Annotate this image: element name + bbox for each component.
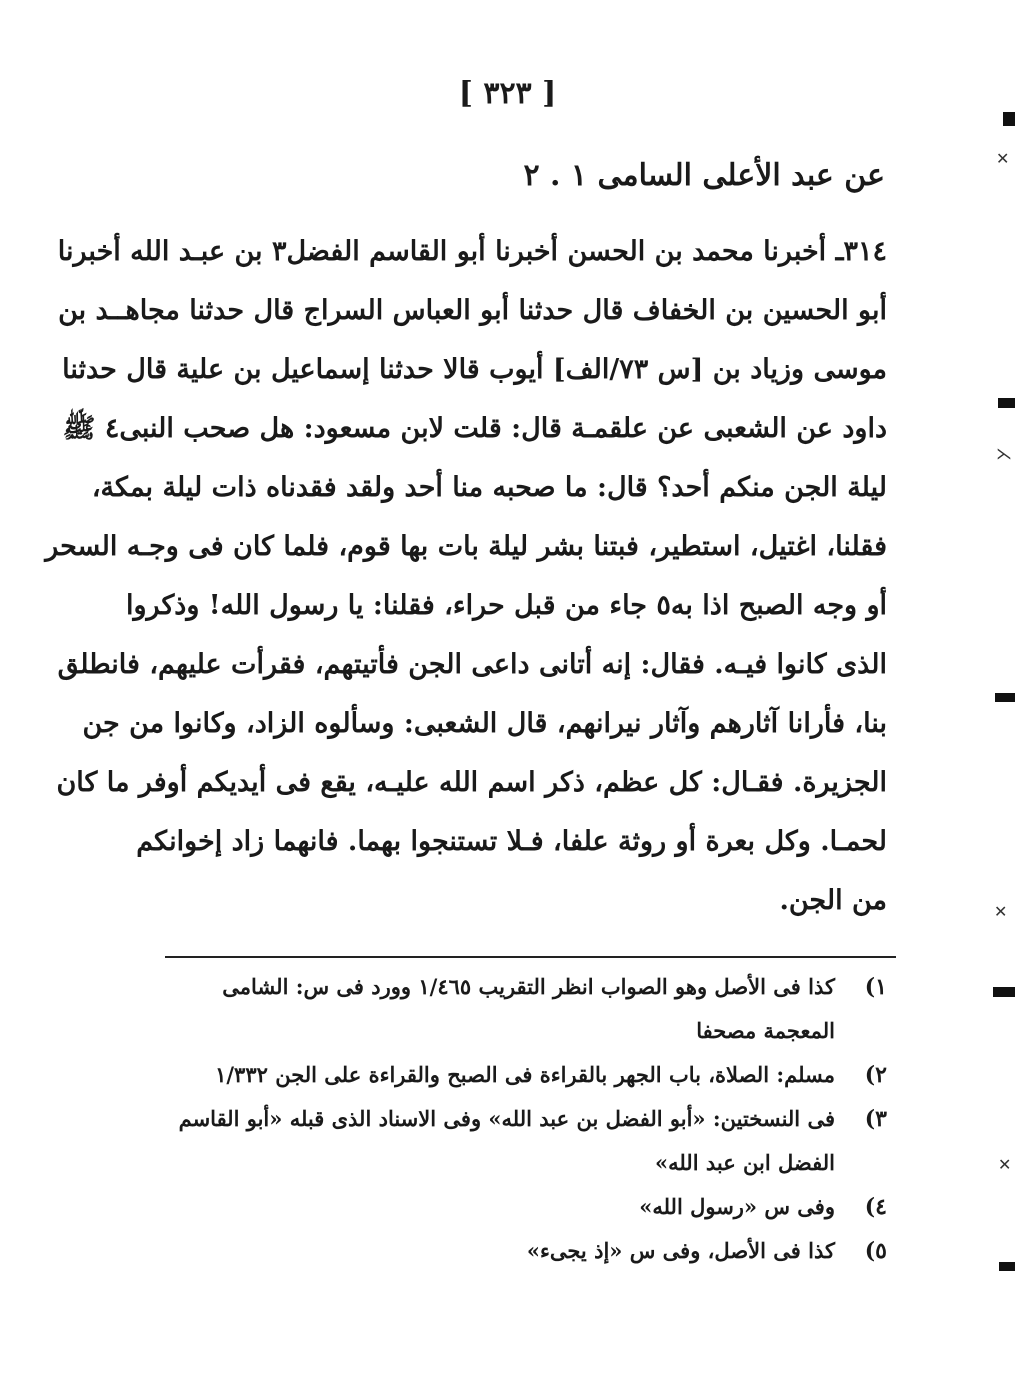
body-line: الجزيرة. فقـال: كل عظم، ذكر اسم الله عليـه، يقع فى أيديكم أوفر ما كان (56, 767, 887, 798)
footnote-item (147, 965, 887, 1053)
scan-mark (998, 398, 1015, 408)
footnote-text: فى النسختين: «أبو الفضل بن عبد الله» وفى الاسناد الذى قبله «أبو القاسم الفضل ابن عبد الله» (178, 1106, 835, 1175)
scan-mark (995, 693, 1015, 702)
body-line: داود عن الشعبى عن علقمـة قال: قلت لابن مسعود: هل صحب النبى٤ ﷺ (62, 413, 887, 444)
footnote-number: ٣) (864, 1106, 887, 1132)
footnote-text: كذا فى الأصل وهو الصواب انظر التقريب ١/٤٦٥ وورد فى س: الشامى المعجمة مصحفا (222, 974, 835, 1043)
footnote-text: كذا فى الأصل، وفى س «إذ يجىء» (526, 1238, 835, 1263)
scan-tick: ⋋ (996, 444, 1012, 463)
body-text (45, 222, 887, 930)
footnotes (147, 965, 887, 1273)
scan-tick: ✕ (998, 1155, 1012, 1174)
scan-mark (999, 1262, 1015, 1271)
body-line: ٣١٤ـ أخبرنا محمد بن الحسن أخبرنا أبو القاسم الفضل٣ بن عبـد الله أخبرنا (57, 236, 887, 267)
scan-tick: ✕ (994, 902, 1008, 921)
section-heading: عن عبد الأعلى السامى ١ . ٢ (523, 158, 885, 193)
body-line: ليلة الجن منكم أحد؟ قال: ما صحبه منا أحد ولقد فقدناه ذات ليلة بمكة، (91, 472, 887, 503)
footnote-number: ٤) (864, 1194, 887, 1220)
body-line: أو وجه الصبح اذا به٥ جاء من قبل حراء، فقلنا: يا رسول الله! وذكروا (126, 590, 887, 621)
body-line: أبو الحسين بن الخفاف قال حدثنا أبو العباس السراج قال حدثنا مجاهــد بن (58, 295, 887, 326)
body-line: فقلنا، اغتيل، استطير، فبتنا بشر ليلة بات بها قوم، فلما كان فى وجـه السحر (45, 531, 887, 562)
scan-mark (993, 987, 1015, 997)
footnote-item (147, 1097, 887, 1185)
body-line: من الجن. (779, 885, 887, 916)
body-line: لحمـا. وكل بعرة أو روثة علفا، فـلا تستنجوا بهما. فانهما زاد إخوانكم (136, 826, 887, 857)
body-line: الذى كانوا فيـه. فقال: إنه أتانى داعى الجن فأتيتهم، فقرأت عليهم، فانطلق (57, 649, 887, 680)
footnote-number: ١) (864, 974, 887, 1000)
footnote-item (147, 1229, 887, 1273)
footnote-text: وفى س «رسول الله» (639, 1194, 835, 1219)
body-line: بنا، فأرانا آثارهم وآثار نيرانهم، قال الشعبى: وسألوه الزاد، وكانوا من جن (82, 708, 887, 739)
scan-tick: ✕ (996, 149, 1010, 168)
footnote-number: ٢) (864, 1062, 887, 1088)
page-number: [ ٣٢٣ ] (458, 76, 557, 111)
scan-mark (1003, 112, 1015, 126)
footnote-divider (165, 956, 896, 958)
footnote-item (147, 1053, 887, 1097)
body-line: موسى وزياد بن [س ٧٣/الف] أيوب قالا حدثنا إسماعيل بن علية قال حدثنا (62, 354, 887, 385)
footnote-item (147, 1185, 887, 1229)
footnote-text: مسلم: الصلاة، باب الجهر بالقراءة فى الصبح والقراءة على الجن ١/٣٣٢ (215, 1062, 835, 1087)
footnote-number: ٥) (864, 1238, 887, 1264)
